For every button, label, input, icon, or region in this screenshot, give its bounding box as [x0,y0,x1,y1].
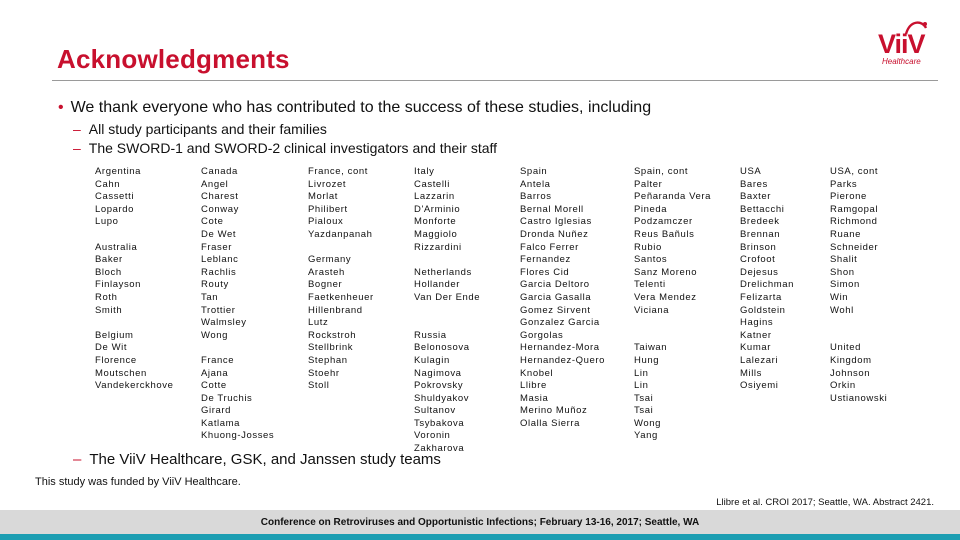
dash-icon: – [73,121,81,137]
investigator-entry: De Wit [95,342,128,354]
investigator-entry: Lutz [308,317,329,329]
investigator-entry: Fraser [201,241,233,253]
investigator-entry: Sanz Moreno [634,266,698,278]
investigator-entry: Rachlis [201,266,237,278]
investigator-entry: Pierone [830,191,867,203]
footer-conference: Conference on Retroviruses and Opportunistic Infections; February 13-16, 2017; Seattle, WA [0,510,960,534]
investigator-entry: Johnson [830,367,871,379]
investigator-entry: Italy [414,166,435,177]
investigator-entry: Rizzardini [414,241,462,253]
main-bullet [58,99,651,117]
investigator-entry: Merino Muñoz [520,405,588,417]
investigator-entry: Win [830,291,849,303]
investigator-entry [830,330,887,343]
investigator-entry: Peñaranda Vera [634,191,712,203]
investigator-entry: Castelli [414,178,450,190]
footer-stripe [0,534,960,540]
investigator-entry: Gonzalez Garcia [520,317,600,329]
investigator-entry: Goldstein [740,304,786,316]
investigator-entry: Richmond [830,216,878,228]
investigator-column [308,166,374,393]
investigator-entry: Finlayson [95,279,142,291]
investigator-entry: Faetkenheuer [308,291,374,303]
investigator-entry: Nagimova [414,367,462,379]
title-divider [52,80,938,81]
investigator-entry: Australia [95,241,138,253]
investigator-column [740,166,794,393]
investigator-entry: Kumar [740,342,771,354]
investigator-entry: Dronda Nuñez [520,228,589,240]
investigator-entry: Antela [520,178,551,190]
investigator-entry: Belgium [95,329,134,341]
investigator-entry: Bernal Morell [520,203,584,215]
investigator-entry: Mills [740,367,762,379]
investigator-entry: Barros [520,191,552,203]
main-bullet-text: We thank everyone who has contributed to the success of these studies, including [70,99,652,116]
investigator-entry: Falco Ferrer [520,241,579,253]
investigator-entry: Belonosova [414,342,470,354]
investigator-entry: De Truchis [201,392,253,404]
sub-bullet-participants [73,121,327,137]
investigator-entry: Llibre [520,380,547,392]
sub-bullet-text: The SWORD-1 and SWORD-2 clinical investigators and their staff [88,140,498,156]
investigator-entry: Vera Mendez [634,291,697,303]
investigator-entry: Masia [520,392,549,404]
investigator-entry: Netherlands [414,266,472,278]
investigator-entry: Drelichman [740,279,795,291]
sub-bullet-text: All study participants and their families [88,121,327,137]
investigator-entry: Leblanc [201,254,239,266]
investigator-entry [201,342,274,355]
investigator-entry [830,317,887,330]
investigator-column [634,166,711,443]
investigator-entry: Spain [520,166,548,177]
investigator-entry: Voronin [414,430,451,442]
investigator-entry: Sultanov [414,405,456,417]
investigator-column [201,166,274,443]
investigator-entry: Bogner [308,279,343,291]
investigator-entry: Hagins [740,317,774,329]
investigator-entry: Lalezari [740,354,779,366]
investigator-entry: Shon [830,266,855,278]
investigator-entry: Reus Bañuls [634,228,695,240]
investigator-entry: Ramgopal [830,203,879,215]
investigator-entry: Argentina [95,166,142,177]
investigator-entry: D'Arminio [414,203,461,215]
investigator-entry: Rubio [634,241,662,253]
investigator-entry: Russia [414,329,447,341]
investigator-entry: Florence [95,354,137,366]
investigator-entry: Hillenbrand [308,304,363,316]
investigator-entry: Angel [201,178,229,190]
investigator-entry: Wohl [830,304,854,316]
investigator-entry: Pialoux [308,216,344,228]
investigator-entry: Stephan [308,354,348,366]
investigator-entry: Bredeek [740,216,780,228]
investigator-entry: Simon [830,279,860,291]
investigator-entry: Olalla Sierra [520,417,581,429]
investigator-entry: Dejesus [740,266,779,278]
investigator-entry: Roth [95,291,118,303]
investigator-entry: Stoehr [308,367,340,379]
investigator-entry: Hollander [414,279,461,291]
investigator-entry: Smith [95,304,123,316]
dash-icon: – [73,451,82,468]
investigator-entry: France [201,354,235,366]
investigator-entry: Wong [201,329,229,341]
investigator-entry: France, cont [308,166,369,177]
investigator-entry: Arasteh [308,266,345,278]
investigator-entry: Telenti [634,279,666,291]
investigator-entry: Walmsley [201,317,247,329]
investigator-entry: Hung [634,354,660,366]
viiv-healthcare-logo [878,18,938,68]
sub-bullet-text: The ViiV Healthcare, GSK, and Janssen study teams [89,451,441,468]
investigator-entry [414,254,480,267]
investigator-entry: Hernandez-Quero [520,354,606,366]
investigator-column [520,166,605,430]
investigator-column [95,166,173,393]
investigator-entry: Zakharova [414,443,465,455]
investigator-entry: Yazdanpanah [308,228,373,240]
investigator-entry: Khuong-Josses [201,430,275,442]
investigator-entry: Shuldyakov [414,392,470,404]
investigator-entry [414,305,480,318]
investigator-entry: Podzamczer [634,216,693,228]
investigator-entry: Lupo [95,216,119,228]
investigator-entry: Monforte [414,216,457,228]
investigator-entry [95,317,173,330]
investigator-entry: Girard [201,405,231,417]
investigator-entry: Stellbrink [308,342,354,354]
investigator-entry: Gomez Sirvent [520,304,591,316]
investigator-entry: Kingdom [830,354,872,366]
investigator-entry: Lazzarin [414,191,455,203]
investigator-entry: Pokrovsky [414,380,464,392]
investigator-entry: Osiyemi [740,380,779,392]
investigator-entry: Cotte [201,380,227,392]
funding-note: This study was funded by ViiV Healthcare. [35,476,241,488]
citation: Llibre et al. CROI 2017; Seattle, WA. Abstract 2421. [716,497,934,508]
investigator-entry: Baker [95,254,123,266]
investigator-entry: Wong [634,417,662,429]
investigator-entry: Conway [201,203,239,215]
investigator-entry: Cassetti [95,191,135,203]
logo-subtitle: Healthcare [882,57,921,66]
investigator-entry: Bloch [95,266,122,278]
investigator-entry: Brennan [740,228,781,240]
investigator-entry: Parks [830,178,858,190]
investigator-entry: Vandekerckhove [95,380,174,392]
investigator-entry: Lin [634,367,649,379]
bullet-dot-icon: • [58,99,64,116]
sub-bullet-investigators [73,140,497,156]
investigator-column [414,166,480,456]
logo-wordmark: ViiV [878,29,925,59]
investigator-entry: Kulagin [414,354,450,366]
investigator-entry: Stoll [308,380,330,392]
investigator-entry: Taiwan [634,342,668,354]
investigator-entry: Charest [201,191,239,203]
investigator-entry: Cote [201,216,224,228]
investigator-column [830,166,887,405]
investigator-entry: Flores Cid [520,266,570,278]
investigator-entry: Knobel [520,367,554,379]
investigator-entry: Lin [634,380,649,392]
investigator-entry: Fernandez [520,254,571,266]
investigator-entry: Tan [201,291,219,303]
investigator-entry: Garcia Gasalla [520,291,592,303]
investigator-entry: Philibert [308,203,348,215]
investigator-entry: Gorgolas [520,329,564,341]
investigator-entry: Felizarta [740,291,782,303]
slide-title: Acknowledgments [57,44,290,74]
investigator-entry: Moutschen [95,367,147,379]
investigator-entry: Yang [634,430,658,442]
investigator-entry: Canada [201,166,238,177]
investigator-entry: Rockstroh [308,329,357,341]
investigator-entry: Routy [201,279,229,291]
investigator-entry [414,317,480,330]
investigator-entry: Bettacchi [740,203,785,215]
investigator-entry: Bares [740,178,768,190]
investigator-entry: Hernandez-Mora [520,342,600,354]
investigator-entry: Pineda [634,203,668,215]
investigator-entry: Viciana [634,304,670,316]
investigator-entry: Ustianowski [830,392,888,404]
investigator-entry: Ruane [830,228,861,240]
investigator-entry: Spain, cont [634,166,689,177]
investigator-entry: De Wet [201,228,237,240]
investigator-entry: Shalit [830,254,858,266]
investigator-entry: USA [740,166,762,177]
dash-icon: – [73,140,81,156]
investigator-entry [95,229,173,242]
investigator-entry: United [830,342,862,354]
investigator-entry: Santos [634,254,668,266]
investigator-entry: Trottier [201,304,236,316]
investigator-entry: Garcia Deltoro [520,279,590,291]
investigator-entry: Germany [308,254,352,266]
investigator-entry: Katlama [201,417,241,429]
investigator-entry: Baxter [740,191,772,203]
investigator-entry: Katner [740,329,772,341]
investigator-entry: Tsai [634,405,654,417]
investigator-entry: Palter [634,178,663,190]
investigator-entry: Crofoot [740,254,776,266]
investigator-entry: Castro Iglesias [520,216,592,228]
investigator-entry [308,242,374,255]
investigator-entry [634,330,711,343]
investigator-entry [634,317,711,330]
investigator-entry: USA, cont [830,166,879,177]
investigator-entry: Brinson [740,241,777,253]
investigator-entry: Maggiolo [414,228,458,240]
investigator-entry: Van Der Ende [414,291,481,303]
investigator-entry: Schneider [830,241,879,253]
investigator-entry: Tsybakova [414,417,465,429]
investigator-entry: Livrozet [308,178,347,190]
investigator-entry: Orkin [830,380,856,392]
sub-bullet-study-teams [73,451,441,468]
investigator-entry: Tsai [634,392,654,404]
investigator-entry: Morlat [308,191,338,203]
investigator-entry: Cahn [95,178,121,190]
investigator-entry: Lopardo [95,203,135,215]
investigator-entry: Ajana [201,367,229,379]
